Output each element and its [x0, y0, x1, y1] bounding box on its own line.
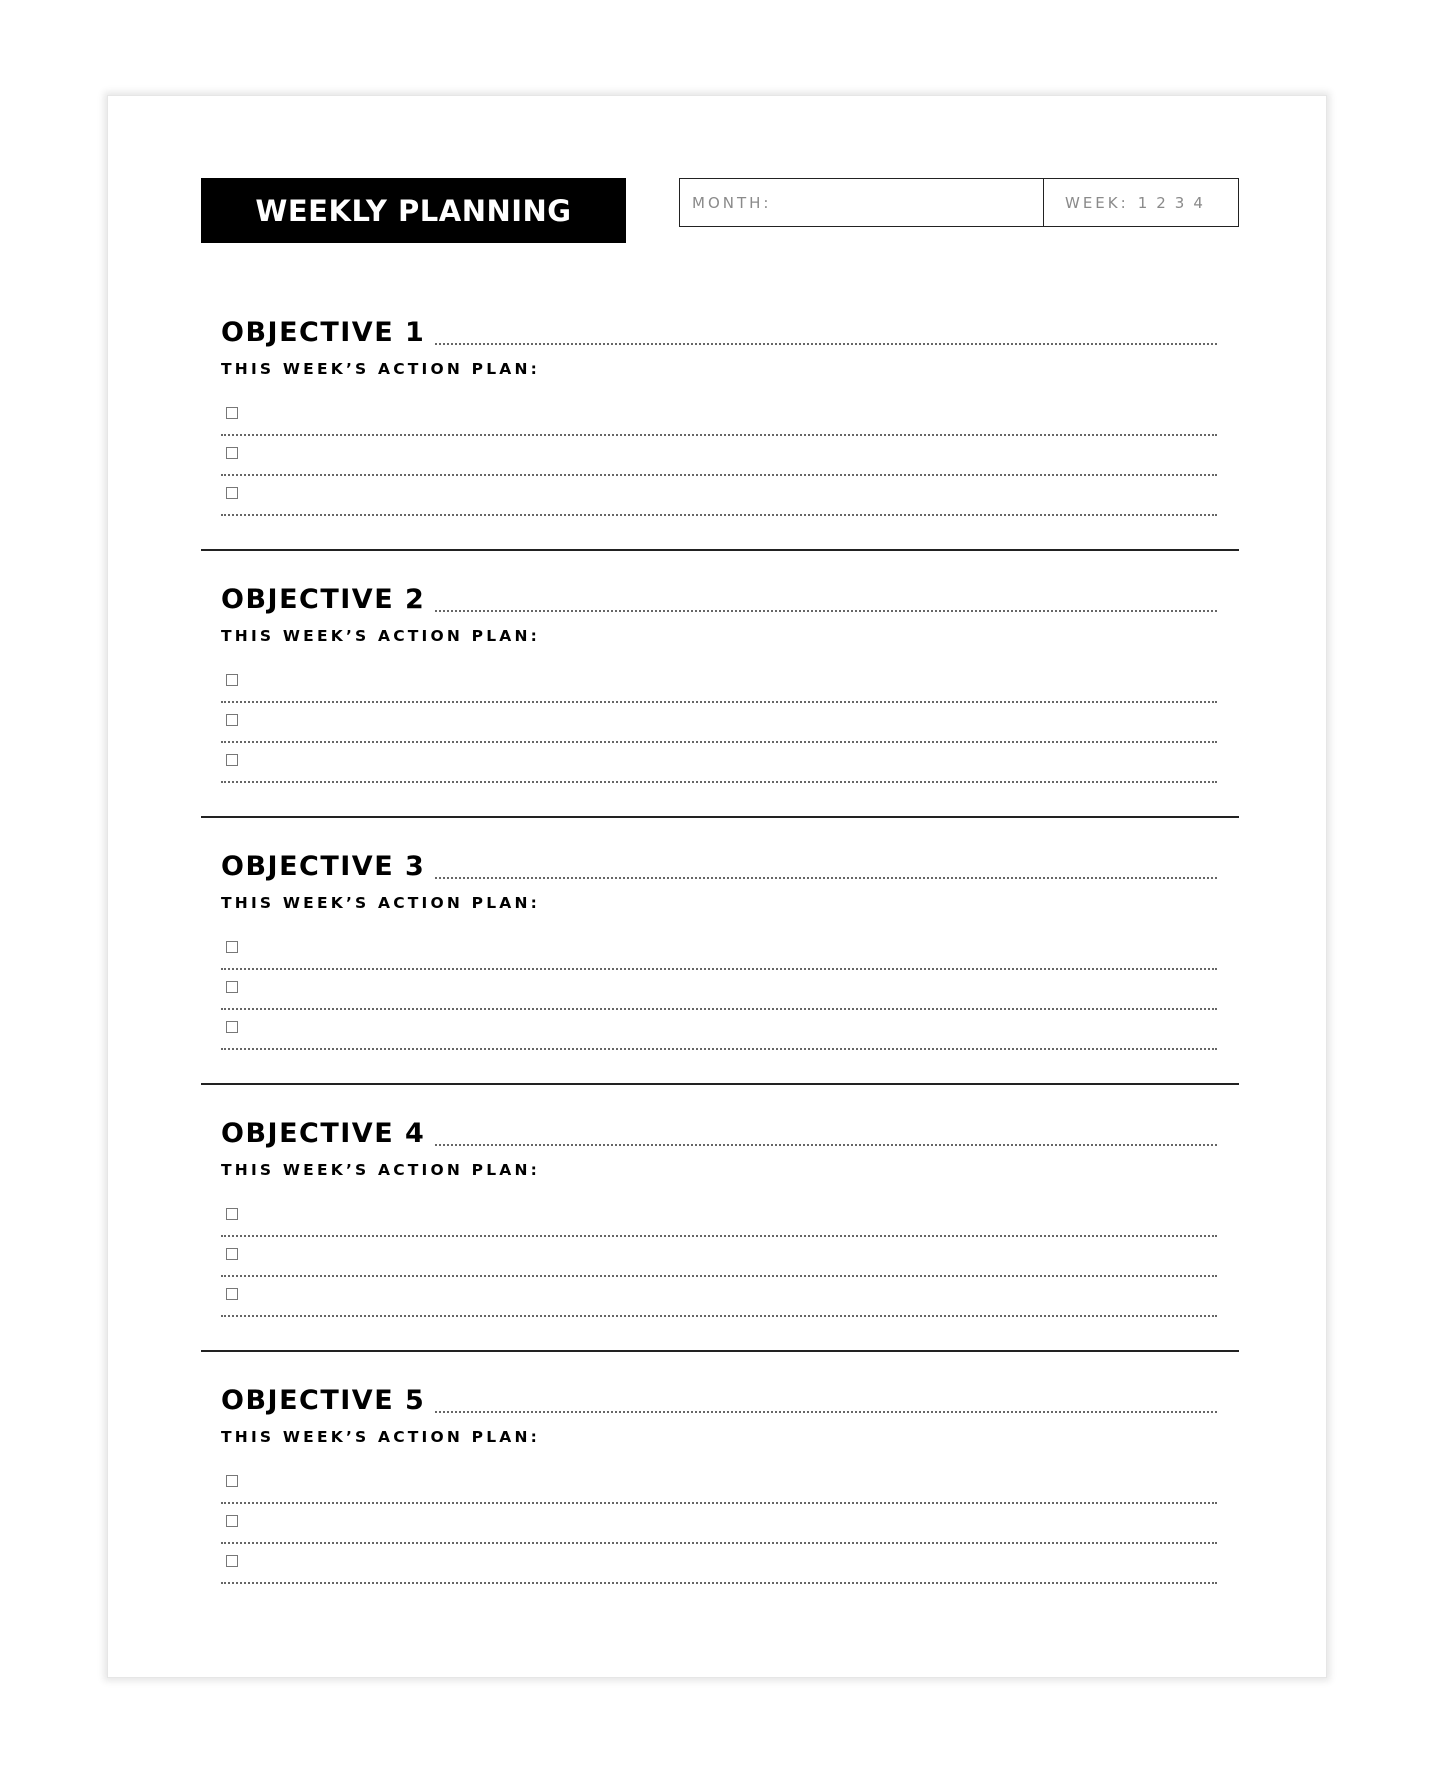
action-item[interactable]	[221, 404, 1217, 436]
date-info-box	[679, 178, 1239, 227]
objective-row	[221, 573, 1217, 613]
section-divider	[201, 549, 1239, 551]
action-item[interactable]	[221, 444, 1217, 476]
action-plan-label: THIS WEEK’S ACTION PLAN:	[221, 627, 541, 645]
objective-entry-line[interactable]	[435, 609, 1217, 612]
action-item[interactable]	[221, 711, 1217, 743]
checkbox[interactable]	[226, 714, 238, 726]
month-field[interactable]	[680, 179, 1044, 226]
section-divider	[201, 1083, 1239, 1085]
action-item[interactable]	[221, 751, 1217, 783]
objective-entry-line[interactable]	[435, 876, 1217, 879]
action-item[interactable]	[221, 1205, 1217, 1237]
objective-title: OBJECTIVE 2	[221, 584, 426, 615]
action-item[interactable]	[221, 1552, 1217, 1584]
checkbox[interactable]	[226, 1021, 238, 1033]
week-option-4[interactable]: 4	[1193, 193, 1203, 212]
week-option-3[interactable]: 3	[1174, 193, 1185, 212]
checkbox[interactable]	[226, 1555, 238, 1567]
checkbox[interactable]	[226, 941, 238, 953]
checkbox[interactable]	[226, 1208, 238, 1220]
action-item[interactable]	[221, 484, 1217, 516]
section-divider	[201, 1350, 1239, 1352]
action-item[interactable]	[221, 1285, 1217, 1317]
checkbox[interactable]	[226, 1475, 238, 1487]
objective-row	[221, 1374, 1217, 1414]
action-item[interactable]	[221, 1245, 1217, 1277]
week-label: WEEK:	[1065, 193, 1129, 212]
action-plan-label: THIS WEEK’S ACTION PLAN:	[221, 894, 541, 912]
page-title	[201, 178, 626, 243]
objective-title: OBJECTIVE 5	[221, 1385, 426, 1416]
checkbox[interactable]	[226, 487, 238, 499]
objective-title: OBJECTIVE 3	[221, 851, 426, 882]
checkbox[interactable]	[226, 981, 238, 993]
week-option-1[interactable]: 1	[1137, 193, 1148, 212]
action-plan-label: THIS WEEK’S ACTION PLAN:	[221, 1161, 541, 1179]
checkbox[interactable]	[226, 1288, 238, 1300]
objective-entry-line[interactable]	[435, 1410, 1217, 1413]
action-item[interactable]	[221, 978, 1217, 1010]
objective-row	[221, 1107, 1217, 1147]
objective-entry-line[interactable]	[435, 342, 1217, 345]
objective-title: OBJECTIVE 1	[221, 317, 426, 348]
month-label: MONTH:	[692, 193, 772, 212]
action-plan-label: THIS WEEK’S ACTION PLAN:	[221, 360, 541, 378]
objective-row	[221, 306, 1217, 346]
week-option-2[interactable]: 2	[1156, 193, 1166, 212]
action-item[interactable]	[221, 1472, 1217, 1504]
action-plan-label: THIS WEEK’S ACTION PLAN:	[221, 1428, 541, 1446]
checkbox[interactable]	[226, 1515, 238, 1527]
page-title-text: WEEKLY PLANNING	[255, 193, 572, 228]
checkbox[interactable]	[226, 447, 238, 459]
checkbox[interactable]	[226, 754, 238, 766]
action-item[interactable]	[221, 671, 1217, 703]
objective-row	[221, 840, 1217, 880]
objective-title: OBJECTIVE 4	[221, 1118, 426, 1149]
objective-entry-line[interactable]	[435, 1143, 1217, 1146]
action-item[interactable]	[221, 1018, 1217, 1050]
section-divider	[201, 816, 1239, 818]
action-item[interactable]	[221, 938, 1217, 970]
action-item[interactable]	[221, 1512, 1217, 1544]
checkbox[interactable]	[226, 674, 238, 686]
checkbox[interactable]	[226, 1248, 238, 1260]
week-field	[1044, 179, 1238, 226]
checkbox[interactable]	[226, 407, 238, 419]
